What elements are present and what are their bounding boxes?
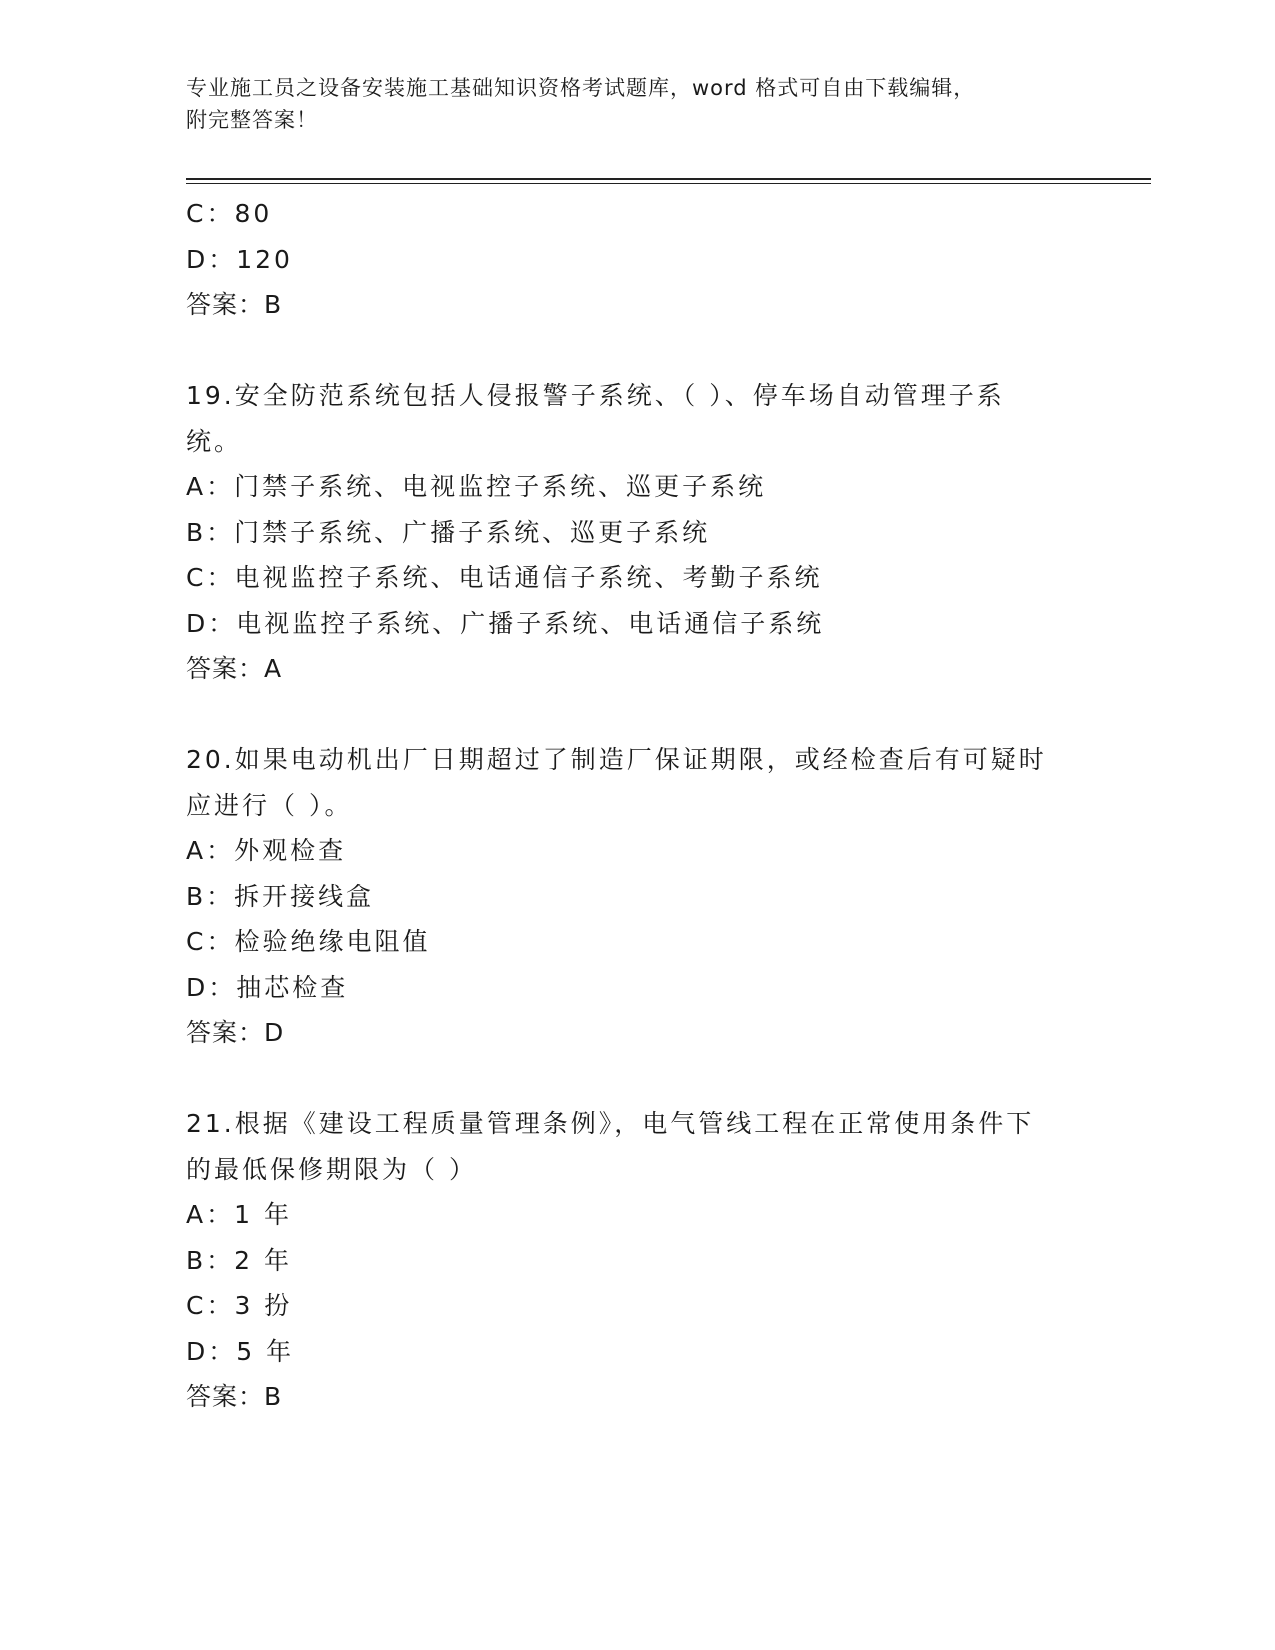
- question-stem: 20.如果电动机出厂日期超过了制造厂保证期限，或经检查后有可疑时: [186, 745, 1047, 774]
- question-21: [186, 1101, 1086, 1420]
- answer: 答案：A: [186, 654, 283, 683]
- option-a: A：1 年: [186, 1200, 292, 1229]
- question-20: [186, 737, 1086, 1056]
- option-a: A：门禁子系统、电视监控子系统、巡更子系统: [186, 472, 767, 501]
- spacer: [186, 328, 1086, 374]
- spacer: [186, 692, 1086, 738]
- answer: 答案：B: [186, 1382, 283, 1411]
- question-stem-cont: 统。: [186, 426, 243, 456]
- option-b: B：2 年: [186, 1245, 293, 1275]
- spacer: [186, 1056, 1086, 1102]
- header-divider-thin: [186, 183, 1151, 184]
- header-line-2: 附完整答案！: [186, 108, 318, 132]
- option-d: D：抽芯检查: [186, 972, 349, 1002]
- option-d: D：120: [186, 244, 293, 274]
- question-19: [186, 373, 1086, 692]
- option-d: D：电视监控子系统、广播子系统、电话通信子系统: [186, 608, 825, 638]
- option-c: C：3 扮: [186, 1291, 293, 1320]
- document-header: [186, 72, 1086, 136]
- option-a: A：外观检查: [186, 836, 347, 865]
- header-line-1: 专业施工员之设备安装施工基础知识资格考试题库，word 格式可自由下载编辑，: [186, 76, 976, 100]
- question-stem-cont: 应进行（ ）。: [186, 790, 353, 820]
- question-stem-cont: 的最低保修期限为（ ）: [186, 1154, 477, 1184]
- prev-question: [186, 191, 1086, 328]
- option-b: B：拆开接线盒: [186, 881, 375, 911]
- option-c: C：检验绝缘电阻值: [186, 927, 431, 956]
- question-stem: 21.根据《建设工程质量管理条例》，电气管线工程在正常使用条件下: [186, 1109, 1035, 1138]
- option-c: C：电视监控子系统、电话通信子系统、考勤子系统: [186, 563, 823, 592]
- option-d: D：5 年: [186, 1336, 295, 1366]
- option-b: B：门禁子系统、广播子系统、巡更子系统: [186, 517, 711, 547]
- answer: 答案：D: [186, 1018, 285, 1047]
- question-list: [186, 191, 1086, 1420]
- header-divider: [186, 178, 1151, 180]
- answer: 答案：B: [186, 290, 283, 319]
- option-c: C：80: [186, 199, 273, 228]
- question-stem: 19.安全防范系统包括人侵报警子系统、（ ）、停车场自动管理子系: [186, 381, 1005, 410]
